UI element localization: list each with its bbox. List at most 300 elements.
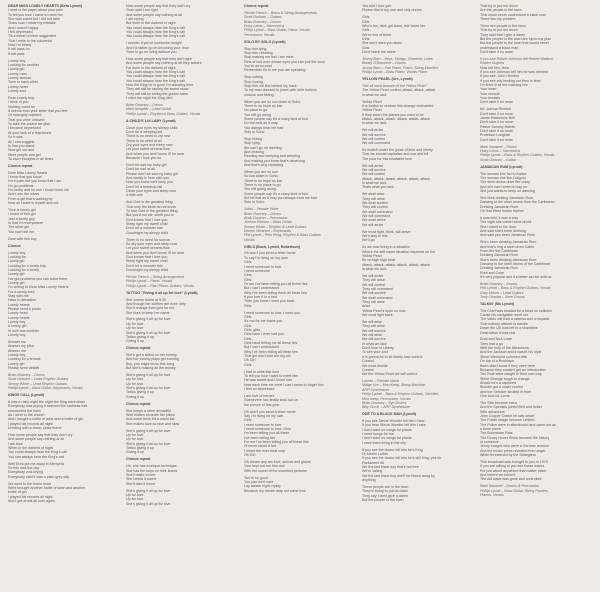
lyric-line: Close your eyes and sleep now bbox=[126, 188, 176, 193]
lyric-line: Well Elvis got me away in Memphis bbox=[8, 461, 65, 466]
credit-line: Lauren – Female Voice bbox=[362, 379, 400, 384]
lyric-line: She's giving it all up for love bbox=[126, 330, 171, 335]
lyric-line: And some people say nothing at all they admire bbox=[126, 61, 202, 66]
lyric-line: That could never understand a black man bbox=[480, 12, 547, 17]
lyric-line: Don't let a monster bite bbox=[126, 263, 163, 268]
lyric-line: But the people in the town bbox=[362, 498, 404, 503]
song-title: SOLO BY SOLO (Lynott) bbox=[244, 39, 286, 44]
lyric-line: Solo in Soho bbox=[244, 129, 265, 134]
lyric-line: Jenny Images who were a German reunion bbox=[480, 444, 549, 449]
lyric-line: We can't go on meeting bbox=[244, 145, 282, 150]
lyric-line: Is what we lack bbox=[362, 92, 387, 97]
lyric-line: Please send a photo bbox=[8, 307, 41, 312]
lyric-line: And when you don't know I'll be near bbox=[126, 250, 185, 255]
lyric-line: She makes love so nice and slow bbox=[126, 421, 180, 426]
lyric-line: Giving it up bbox=[126, 394, 144, 399]
lyric-line: And the Jackson and it wasn't his style bbox=[480, 350, 542, 355]
lyric-line: She has the boys on their knees bbox=[126, 468, 178, 473]
lyric-line: I'm been telling you all these bbox=[244, 431, 290, 436]
lyrics-column-5 bbox=[480, 4, 592, 592]
credit-line: Moo Keep, Percussion, Vocals bbox=[362, 396, 411, 401]
lyric-line: Lonely woman bbox=[8, 76, 32, 81]
lyric-line: No place to go bbox=[244, 108, 268, 113]
lyric-line: The old wave was gone and controlled bbox=[480, 477, 542, 482]
credit-line: Pitchie Trench – Brass & String Arrangements bbox=[244, 10, 318, 15]
lyric-line: If you see the doctor tell him he's still King, yes sir bbox=[362, 456, 442, 461]
lyric-line: Boy, you might know this song bbox=[126, 361, 175, 366]
lyric-line: To take the advice we give bbox=[8, 122, 51, 127]
lyric-line: We will arrive bbox=[362, 222, 384, 227]
lyric-line: And said you been Jamaican Rum bbox=[480, 233, 535, 238]
lyric-line: Don't leave me alone bbox=[362, 50, 396, 55]
lyric-line: When threatened by the Stranglers bbox=[480, 452, 536, 457]
lyric-line: She don't want you alone bbox=[362, 41, 403, 46]
lyric-line: Lonely girl bbox=[8, 259, 25, 264]
lyric-line: And when you don't know I'll be near bbox=[126, 151, 185, 156]
lyric-line: Lonely boy bbox=[8, 250, 26, 255]
lyric-line: Don't be sad my baby girl bbox=[126, 162, 167, 167]
lyric-line: Dry your eyes and sleep now bbox=[126, 142, 173, 147]
lyric-line: I felt depressed bbox=[8, 30, 33, 35]
lyric-line: There is no hope so low bbox=[244, 178, 283, 183]
credit-line: Jerome Rimson – Bass Guitar bbox=[244, 220, 292, 225]
lyric-line: We went to the future more bbox=[8, 481, 52, 486]
lyric-line: Up for love bbox=[126, 497, 144, 502]
lyric-line: You could always hear the King's call bbox=[126, 70, 185, 74]
lyric-line: She's giving it all up for love bbox=[126, 386, 171, 391]
lyric-line: I heard the ever beat crop bbox=[244, 448, 286, 453]
lyric-line: But I can't understand bbox=[244, 286, 279, 291]
lyric-line: From the the Caribbean bbox=[480, 248, 518, 253]
lyric-line: I need songs for me bbox=[362, 432, 394, 437]
lyric-line: You could always hear the King's call bbox=[126, 34, 185, 39]
lyric-line: Everybody was crying it seemed like sadness had bbox=[8, 404, 88, 409]
lyric-line: Is what we lack bbox=[362, 267, 387, 272]
lyric-line: Parliament All bbox=[362, 460, 384, 465]
lyric-line: And making you know that's deceiving bbox=[244, 158, 305, 163]
lyric-line: There lies my problem bbox=[480, 17, 516, 22]
lyric-line: Goodnight my sleepy child bbox=[126, 268, 169, 272]
lyric-line: Control bbox=[362, 367, 374, 372]
credit-line: If you see Robert Johnson tell Robert Wallace bbox=[480, 56, 554, 61]
lyric-line: I played his records all night bbox=[8, 494, 53, 499]
lyric-line: We will control bbox=[362, 172, 386, 177]
lyric-line: From a girl that's walking by bbox=[8, 196, 53, 201]
lyric-line: It's foolish under the guise of love and liberty bbox=[362, 148, 433, 153]
credit-line: Huey Lewis – Harmonica bbox=[480, 149, 520, 154]
lyric-line: Then to go on living without you bbox=[126, 50, 177, 55]
lyric-line: So low down in Soho bbox=[244, 174, 278, 179]
lyric-line: Drinking Jamaican Rum bbox=[480, 253, 519, 258]
lyric-line: Please send details bbox=[8, 366, 40, 371]
lyric-line: She's giving it all up for love bbox=[126, 488, 171, 493]
lyric-line: Remember it's to me you are speaking bbox=[244, 68, 306, 73]
lyric-line: You could always hear the King's call bbox=[8, 450, 67, 455]
credit-line: Brian Downey – Drums bbox=[8, 373, 45, 378]
lyric-line: Lonely heart bbox=[8, 84, 28, 89]
lyric-line: Solo in Soho bbox=[244, 200, 265, 205]
lyric-line: Steve Strange tough to change bbox=[480, 376, 530, 381]
lyric-line: The Yellow Pearl control, attack, attack, attack bbox=[362, 88, 436, 93]
lyric-line: That girl don't love me my sin bbox=[244, 353, 291, 358]
lyric-line: Girls bbox=[244, 303, 252, 308]
lyric-line: Dear with this boy bbox=[8, 236, 37, 241]
lyric-line: Stop this old line behind my back bbox=[244, 83, 297, 88]
lyric-line: Your muscle bbox=[480, 91, 500, 96]
song-title: Chorus repeat bbox=[126, 346, 151, 351]
lyric-line: Oh won't you send a letter home bbox=[244, 409, 296, 414]
lyric-line: Some people say it's a crazy kind of fool bbox=[244, 191, 309, 196]
lyric-line: Meet people and get bbox=[8, 152, 41, 157]
lyric-line: Stop fooling bbox=[244, 79, 263, 84]
lyric-line: To see your soul bbox=[362, 350, 389, 355]
lyric-line: They had a go bbox=[480, 341, 503, 346]
lyric-line: Lonely hearts bbox=[8, 315, 30, 320]
lyric-line: But I can't understand bbox=[244, 345, 279, 350]
lyric-line: bottle of gin bbox=[8, 490, 27, 495]
lyric-line: To my man dressed in jeans with shirt buttons bbox=[244, 88, 317, 93]
lyric-line: Your breasts bbox=[480, 96, 501, 101]
lyric-line: When you are so low bbox=[244, 169, 278, 174]
lyric-line: Your heart bbox=[480, 87, 497, 92]
lyric-line: She keeps a silver armadillo bbox=[126, 408, 171, 413]
lyric-line: Lonely soul bbox=[8, 89, 27, 94]
lyric-line: She's got a tattoo on her tummy bbox=[126, 353, 177, 358]
lyric-line: They say I don't give a damn bbox=[362, 493, 408, 498]
lyric-line: These people are in the town bbox=[362, 485, 409, 490]
lyric-line: God knows that I love you bbox=[126, 217, 168, 222]
lyric-line: Lonely boy bbox=[8, 333, 26, 338]
lyric-line: She comes home at 5.30 bbox=[126, 297, 166, 302]
lyric-line: Rum and Coke bbox=[480, 270, 504, 275]
lyric-line: Girls bbox=[362, 19, 370, 24]
lyric-line: Goodnight my sleepy child bbox=[126, 230, 169, 235]
lyric-line: In love one another bbox=[8, 328, 39, 333]
lyric-line: Guenevere has finally lead-out on bbox=[244, 398, 298, 403]
lyric-line: anything bbox=[362, 478, 376, 483]
lyric-line: Just a lonely guy bbox=[8, 216, 35, 221]
lyric-line: You can always hear the King's call bbox=[8, 454, 65, 459]
lyric-line: On top of a Rocktape bbox=[480, 359, 514, 364]
credit-line: Bobby O'Donohoe – Drums bbox=[362, 61, 406, 66]
lyric-line: They will arise bbox=[362, 196, 385, 201]
lyric-line: That we should capitalise and war and kill bbox=[362, 152, 429, 157]
lyric-line: Don't take it no more bbox=[480, 137, 514, 142]
lyric-line: I want them living in the city bbox=[362, 440, 406, 445]
lyric-line: Please don't be sad my baby girl bbox=[126, 171, 178, 176]
lyric-line: Thats how I made my mistake bbox=[8, 21, 56, 26]
lyric-line: Oh won't you send a letter home bbox=[244, 251, 296, 256]
lyric-line: Because I love you so bbox=[126, 155, 162, 160]
lyric-line: It was wild, it was a way bbox=[480, 215, 519, 220]
lyric-line: Don't take it no more bbox=[480, 129, 514, 134]
lyric-line: I read in the paper about your pain bbox=[8, 8, 63, 13]
lyric-line: Steve Winwood summed atte bbox=[480, 354, 527, 359]
lyric-line: Went brought another bottle of wine and another bbox=[8, 485, 86, 490]
lyric-line: Professor Longhair bbox=[480, 133, 511, 138]
lyric-line: Stop hiding bbox=[244, 136, 262, 141]
lyric-line: We must decide bbox=[362, 363, 388, 368]
credit-line: Scott Gorham – Lead Rhythm Guitars bbox=[8, 377, 69, 382]
song-title: KINGS CALL (Lynott) bbox=[8, 393, 45, 398]
lyric-line: Yellow Pearl bbox=[362, 99, 382, 104]
lyric-line: Don't take it no more bbox=[480, 100, 514, 105]
lyric-line: It is gonna be to let liberty lose control bbox=[362, 354, 423, 359]
lyric-line: Answer me bbox=[8, 340, 26, 345]
lyric-line: Put just about anywhere that matter place bbox=[480, 468, 547, 473]
lyric-line: And her tummy plays get earning bbox=[126, 357, 179, 362]
lyric-line: Tattoo giving it up bbox=[126, 445, 154, 450]
lyric-line: She likes drinking Jamaican Rum bbox=[480, 195, 534, 200]
lyric-line: Stop this lying bbox=[244, 46, 267, 51]
lyric-line: Girls bbox=[362, 28, 370, 33]
lyric-line: Girls have I ever had you bbox=[244, 332, 284, 337]
lyric-line: They will still be tasting the sweet show bbox=[126, 87, 189, 92]
lyric-line: Be on high high beat bbox=[362, 258, 395, 263]
lyric-line: And the Specials joined Belt and hotter bbox=[480, 405, 542, 410]
lyric-line: If you hear Stevie Wonder tell him I care bbox=[362, 423, 426, 428]
lyric-line: of someone bbox=[480, 439, 499, 444]
lyric-line: We're calling bbox=[362, 469, 383, 474]
lyric-line: And she can't seem to say no bbox=[480, 184, 528, 189]
lyric-line: Lonely girl bbox=[8, 272, 25, 277]
song-title: JAMAICAN RUM (Lynott) bbox=[480, 164, 523, 169]
lyric-line: We will arise bbox=[362, 333, 383, 338]
song-title: YELLOW PEARL (Ure, Lynott) bbox=[362, 76, 413, 81]
lyric-line: So this was the day bbox=[8, 466, 40, 470]
credit-line: Darren Wharton – Keyboards bbox=[244, 228, 291, 233]
lyric-line: There are people in the town bbox=[480, 23, 526, 28]
lyric-line: Oh Girl bbox=[244, 452, 256, 457]
lyric-line: Don't let a teardrop fall bbox=[126, 184, 163, 189]
lyric-line: God knows that I love you bbox=[126, 254, 168, 259]
lyric-line: You could always hear the King's call bbox=[126, 74, 185, 79]
lyric-line: And I bought a bottle of wine and a bottle of gin bbox=[8, 417, 84, 422]
lyric-line: Why I've been telling them all these lies bbox=[244, 290, 307, 295]
lyric-line: Now I'm lonely bbox=[8, 43, 32, 48]
lyric-line: I'm in pain but you know that I am bbox=[8, 179, 62, 184]
lyric-line: Dancing to the steel drums of the Caribbean bbox=[480, 261, 551, 266]
lyric-line: Girls bbox=[244, 418, 252, 423]
lyric-line: I need someone to love bbox=[244, 264, 282, 269]
lyric-line: Girls bbox=[244, 362, 252, 367]
lyric-line: Lonely boy bbox=[8, 58, 26, 63]
lyric-line: Yes and I love you bbox=[362, 4, 392, 8]
lyric-line: On that West Indian rhythm bbox=[480, 208, 524, 213]
lyric-line: But you'd not stir, smell you or bbox=[126, 213, 174, 218]
lyric-line: It's very popular and it's better as rice with us bbox=[480, 274, 552, 279]
lyric-line: Up for love bbox=[126, 321, 144, 326]
lyric-line: Girls, girls bbox=[244, 327, 260, 332]
lyric-line: When you are so low down in Soho bbox=[244, 99, 301, 104]
lyric-line: To say I'm living on my own bbox=[244, 255, 288, 260]
lyric-line: Now each time we meet I can't seem to forget him bbox=[244, 382, 324, 387]
credit-line: Jimmy Bain – Pan Piano, Piano, String Machine bbox=[362, 65, 439, 70]
lyrics-column-4 bbox=[362, 4, 474, 592]
lyric-line: We must fight, think, will arrive bbox=[362, 229, 411, 234]
lyric-line: Close your eyes my sleepy child bbox=[126, 125, 178, 130]
lyric-line: Don't be sad at all bbox=[126, 167, 155, 172]
lyric-line: We will survive bbox=[362, 132, 386, 137]
lyric-line: The Chief was headed for a head on collision bbox=[480, 308, 552, 313]
lyric-line: She just wants to keep on dancing bbox=[480, 188, 535, 193]
lyric-line: The Dooky Hover Show became the history bbox=[480, 435, 550, 440]
lyric-line: Jamie Mackenzie Bell bbox=[480, 116, 515, 121]
lyric-line: That I write to the columnist bbox=[8, 38, 52, 43]
lyric-line: If you are willing to you see these waves bbox=[480, 464, 545, 469]
lyrics-column-3 bbox=[244, 4, 356, 592]
lyric-line: Why I've been telling all these lies bbox=[244, 349, 298, 354]
lyric-line: We'll go bbox=[362, 238, 375, 243]
lyric-line: There is no need for sorrow bbox=[126, 237, 170, 242]
lyric-line: They will command bbox=[362, 287, 393, 292]
lyric-line: The night she came home drunk bbox=[480, 220, 532, 225]
lyric-line: Giving it up bbox=[126, 339, 144, 344]
lyric-line: I need someone to love bbox=[244, 422, 282, 427]
credit-line: Vocals bbox=[244, 237, 255, 242]
lyric-line: If you see any lending out then in time bbox=[480, 78, 541, 83]
credit-line: Snowy White – Lead Rhythm Guitars bbox=[8, 381, 67, 386]
lyric-line: You always treat me bad bbox=[244, 125, 284, 130]
lyric-line: But the people in the town that would never bbox=[480, 41, 549, 46]
lyric-line: We shall command bbox=[362, 209, 393, 214]
lyric-line: Don't lose to Liberty bbox=[362, 346, 394, 351]
lyric-line: Girls bbox=[244, 277, 252, 282]
lyric-line: It will pass on bbox=[8, 47, 30, 52]
lyric-line: I need someone to love, Girls bbox=[244, 426, 291, 431]
lyric-line: Everybody was crying bbox=[8, 470, 43, 475]
lyric-line: To tell you how I want to meet him bbox=[244, 373, 299, 378]
lyric-line: How some people say that they ain't right bbox=[126, 56, 192, 61]
lyric-line: They will arise bbox=[362, 300, 385, 305]
lyric-line: I cried the night the King died bbox=[126, 96, 173, 101]
lyric-line: She's been drinking Jamaican Rum bbox=[480, 257, 537, 262]
lyric-line: Don't let a monster bite bbox=[126, 226, 163, 231]
lyric-line: I've been telling lies bbox=[244, 435, 276, 440]
lyric-line: Lonely boy bbox=[8, 353, 26, 358]
lyric-line: Tattoo giving it up bbox=[126, 334, 154, 339]
lyric-line: Girls bbox=[244, 314, 252, 319]
credit-line: Huey Lewis – Harmonica bbox=[244, 23, 284, 28]
lyric-line: Now tell him, Hear bbox=[480, 65, 510, 70]
lyric-line: So it was bbox=[8, 135, 23, 140]
lyric-line: Are the people in the town bbox=[480, 8, 522, 13]
lyric-line: All I can suggest bbox=[8, 139, 35, 144]
lyric-line: Is what we lack bbox=[362, 121, 387, 126]
lyric-line: Now all I want is myself and not bbox=[8, 201, 59, 206]
lyric-line: With the sweet of the sweetest perfume bbox=[244, 468, 307, 473]
lyric-line: Sleep tight my sweet child bbox=[126, 259, 168, 264]
lyric-line: Well hidden beneath her pillow bbox=[126, 412, 175, 417]
lyric-line: You still go along bbox=[244, 112, 272, 117]
lyric-line: Been didn't know if they were here bbox=[480, 363, 535, 368]
credit-line: Mark Knopfler – Lead Guitar bbox=[126, 107, 172, 112]
lyric-line: Elvis and Nick Lowe bbox=[480, 337, 513, 342]
lyric-line: Destruction it was real bbox=[480, 330, 516, 335]
credit-line: Phillip Lynott – Bass Piano, Vocals Piano bbox=[362, 70, 428, 74]
lyric-line: I know that you know bbox=[8, 175, 42, 180]
lyric-line: Reading and weeping and weeping bbox=[244, 154, 301, 159]
lyric-line: Attack, attack, attack, attack, attack, attack bbox=[362, 116, 430, 121]
credit-line: Brian Downey – Drums bbox=[244, 211, 281, 216]
lyric-line: They will still be telling the golden tales bbox=[126, 91, 188, 96]
lyric-line: Don't take it no more bbox=[480, 120, 514, 125]
lyric-line: In what we lack bbox=[362, 341, 387, 346]
lyric-line: Tattoo giving it up bbox=[126, 390, 154, 395]
lyric-line: She's giving it all up for love bbox=[126, 428, 171, 433]
lyric-line: They said that I give a damn bbox=[480, 32, 526, 37]
lyric-line: A little one bbox=[126, 193, 143, 198]
lyric-line: But she's making all the money bbox=[126, 366, 176, 371]
lyric-line: a three piece bbox=[480, 426, 501, 431]
lyric-line: There is no hope so low bbox=[244, 103, 283, 108]
lyric-line: And God is the greatest thing bbox=[126, 200, 173, 205]
lyric-line: Giving it up bbox=[126, 450, 144, 455]
song-title: TALKIN' (Ms Lynott) bbox=[480, 301, 514, 306]
lyric-line: It seems from your letter that you feel bbox=[8, 109, 68, 114]
lyric-line: That you were unloved bbox=[8, 117, 45, 122]
lyric-line: Mr. Joshua Rhodes bbox=[480, 107, 511, 112]
lyric-line: Till a friend of mine suggested bbox=[8, 34, 56, 39]
lyric-line: Drinking Jamaican Rum bbox=[480, 204, 519, 209]
lyric-line: We will arise bbox=[362, 320, 383, 325]
lyric-line: understand a black man bbox=[480, 45, 519, 50]
credit-line: Mark Nauseef – Drums & Percussion bbox=[480, 484, 540, 489]
lyric-line: Dear Lonely boy bbox=[8, 96, 35, 101]
lyric-line: Some people say it's a crazy kind of fool bbox=[244, 116, 309, 121]
lyric-line: She needs it sweet bbox=[126, 477, 157, 482]
lyric-line: Don't take it no more bbox=[480, 50, 514, 55]
credit-line: Brian Downey – Drums bbox=[480, 281, 517, 286]
lyric-line: It will pass bbox=[8, 51, 25, 56]
lyric-line: I need someone to love, I need you bbox=[244, 310, 301, 315]
credit-line: Phillip Lynott – Rhythm & Bass Guitars, Vocals bbox=[126, 111, 201, 116]
credit-line: Pianos, Vocals bbox=[480, 492, 504, 497]
lyric-line: We're one of them bbox=[362, 32, 392, 37]
credit-line: Phillip Lynott – Plan Piano, Guitars, Vocals bbox=[126, 283, 194, 288]
credit-line: Philip Lynott – Bass Guitar, Piano, Vocals bbox=[244, 28, 310, 33]
lyric-line: For even in the darkest of night bbox=[126, 65, 176, 70]
lyric-line: She's giving it all up for love bbox=[126, 373, 171, 378]
lyric-line: Is that you stand bbox=[8, 143, 35, 148]
lyric-line: That try to put me down bbox=[480, 4, 518, 8]
lyric-line: Lonely heart bbox=[8, 311, 28, 316]
lyric-line: To love God is the greatest thing bbox=[126, 208, 178, 213]
lyric-line: Girls bbox=[362, 37, 370, 41]
lyric-line: Girls bbox=[244, 273, 252, 278]
lyric-line: Or me I've been telling you all these lies bbox=[244, 281, 308, 286]
lyric-line: You're so good bbox=[244, 475, 268, 480]
lyric-line: Lonely man bbox=[8, 71, 27, 76]
lyric-line: Where the self same situation depends on the bbox=[362, 249, 436, 254]
lyric-line: Up for love bbox=[126, 326, 144, 331]
lyric-line: There is no need to cry now bbox=[126, 134, 171, 139]
lyric-line: For a lonely soul bbox=[8, 289, 35, 294]
lyric-line: The Police were in attentioned and came out as bbox=[480, 422, 556, 427]
lyric-line: Ahead he's a captured bbox=[480, 380, 516, 385]
lyric-line: I don't want no songs for plants bbox=[362, 427, 412, 432]
lyric-line: I'm tired of all the roaming line bbox=[480, 83, 528, 88]
lyric-line: The Valdo will hold a ralaxha and a mopalal bbox=[480, 317, 550, 322]
lyric-line: Then said I am right bbox=[126, 8, 158, 13]
lyric-line: Say I'm living on my own bbox=[244, 413, 284, 418]
lyric-line: There is no place to go bbox=[244, 182, 281, 187]
lyric-line: You can't tell me bbox=[8, 229, 35, 234]
lyric-line: Lonely hearts bbox=[8, 302, 30, 307]
lyric-line: Lay awake night crying bbox=[244, 484, 281, 489]
lyric-line: Up for love bbox=[126, 437, 144, 442]
lyric-line: You just don't care bbox=[244, 479, 274, 484]
